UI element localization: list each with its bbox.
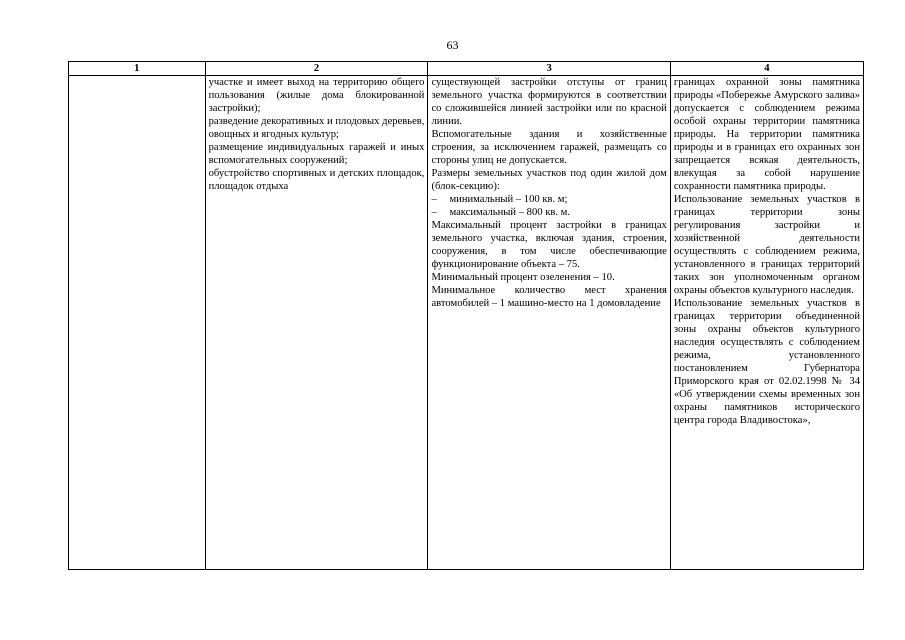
list-item: разведение декоративных и плодовых деревьев, овощных и ягодных культур; (208, 116, 425, 140)
paragraph: Использование земельных участков в границах территории зоны регулирования застройки и хозяйственной деятельности осуществлять с соблюдением режима, установленного в границах территорий таких зон уполномоченным органом охраны объектов культурного наследия. (673, 194, 860, 296)
list-item: размещение индивидуальных гаражей и иных вспомогательных сооружений; (208, 142, 425, 166)
paragraph: Минимальный процент озеленения – 10. (431, 272, 615, 283)
column-header-1: 1 (69, 62, 206, 76)
paragraph: Размеры земельных участков под один жилой дом (блок-секцию): (431, 168, 667, 192)
paragraph: Максимальный процент застройки в границах земельного участка, включая здания, строения, сооружения, в том числе обеспечивающие функционирование объекта – 75. (431, 220, 667, 270)
column-header-4: 4 (670, 62, 863, 76)
list-item-text: максимальный – 800 кв. м. (449, 207, 570, 218)
column-header-2: 2 (205, 62, 428, 76)
cell-permitted-uses (205, 76, 428, 570)
paragraph: существующей застройки отступы от границ земельного участка формируются в соответствии со сложившейся линией застройки или по красной линии. (431, 77, 667, 127)
page-number: 63 (446, 38, 459, 52)
paragraph: Использование земельных участков в границах территории объединенной зоны охраны объектов культурного наследия осуществлять с соблюдением режима, установленного постановлением Губернатора Приморского края от 02.02.1998 № 34 «Об утверждении схемы временных зон охраны памятников исторического центра города Владивостока», (673, 298, 860, 426)
dash-bullet: – (431, 207, 437, 218)
paragraph: Минимальное количество мест хранения автомобилей – 1 машино-место на 1 домовладение (431, 285, 667, 309)
list-item (431, 206, 666, 219)
cell-zone-name (69, 76, 206, 570)
cell-parameters (428, 76, 670, 570)
dash-bullet: – (431, 194, 437, 205)
list-item-text: минимальный – 100 кв. м; (449, 194, 568, 205)
list-item: обустройство спортивных и детских площадок, площадок отдыха (208, 168, 425, 192)
table-row (69, 76, 864, 570)
regulations-table (68, 61, 864, 570)
column-header-3: 3 (428, 62, 670, 76)
cell-restrictions (670, 76, 863, 570)
paragraph: границах охранной зоны памятника природы «Побережье Амурского залива» допускается с соблюдением режима особой охраны территории памятника природы. На территории памятника природы и в границах его охранных зон запрещается всякая деятельность, влекущая за собой нарушение сохранности памятника природы. (673, 77, 861, 192)
list-item: участке и имеет выход на территорию общего пользования (жилые дома блокированной застройки); (208, 77, 425, 114)
list-item (431, 193, 666, 206)
paragraph: Вспомогательные здания и хозяйственные строения, за исключением гаражей, размещать со стороны улиц не допускается. (431, 129, 667, 166)
header-row (69, 62, 864, 76)
